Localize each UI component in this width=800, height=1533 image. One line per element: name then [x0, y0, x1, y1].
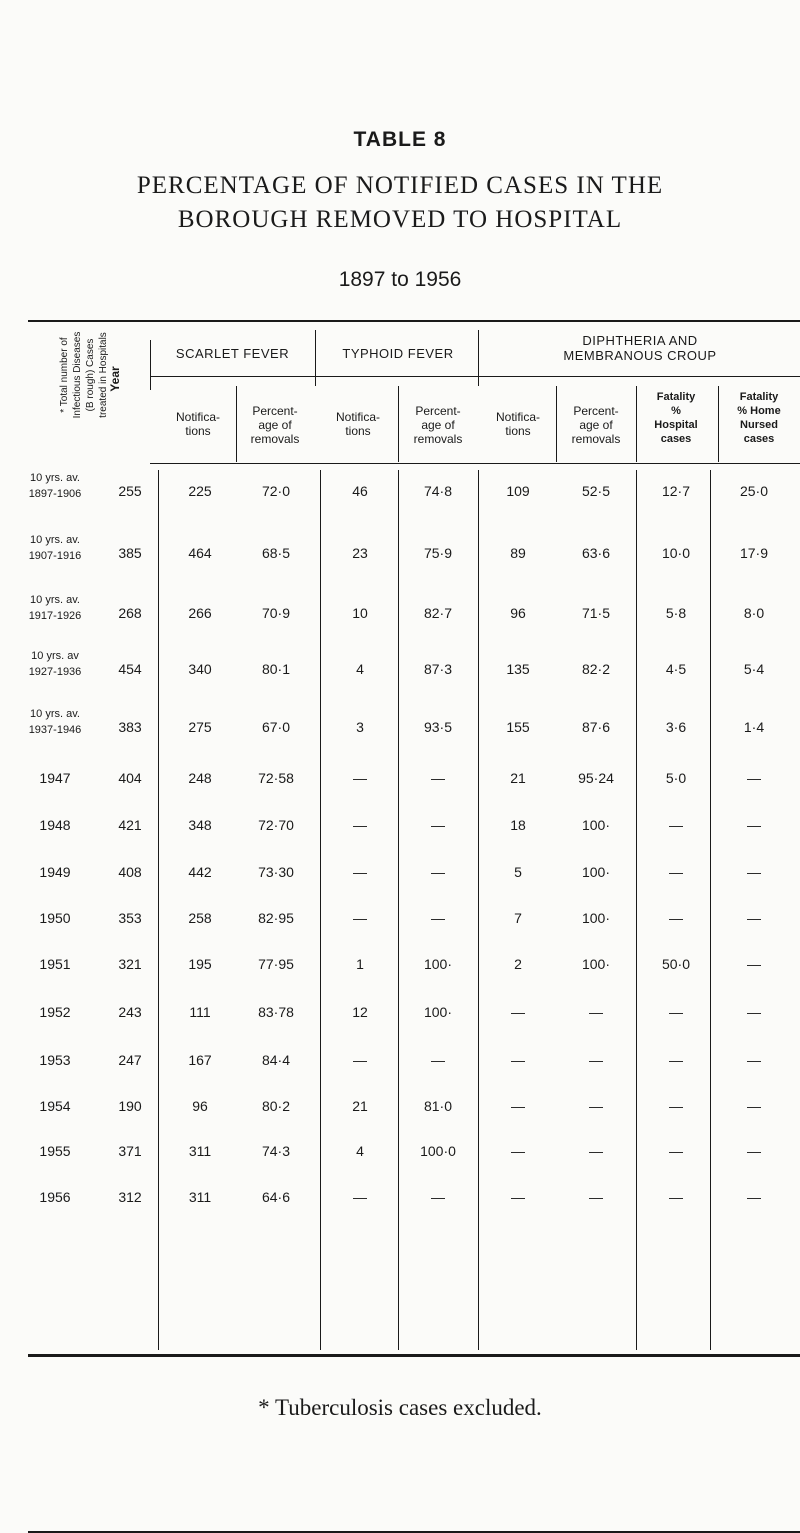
table-cell: 275 — [188, 719, 212, 735]
table-cell: 10·0 — [661, 545, 691, 561]
row-year-label: 10 yrs. av. 1917-1926 — [28, 594, 82, 622]
table-cell: 195 — [188, 956, 212, 972]
table-cell: 67·0 — [261, 719, 291, 735]
table-bottom-rule — [28, 1354, 800, 1357]
table-cell: — — [669, 1052, 683, 1068]
table-cell: — — [353, 1052, 367, 1068]
table-cell: — — [511, 1143, 525, 1159]
table-cell: 371 — [118, 1143, 142, 1159]
table-cell: 82·2 — [581, 661, 611, 677]
table-cell: — — [747, 770, 761, 786]
row-year-label: 1950 — [39, 910, 71, 926]
table-cell: 5 — [514, 864, 522, 880]
table-cell: 1 — [356, 956, 364, 972]
table-cell: 248 — [188, 770, 212, 786]
table-cell: 454 — [118, 661, 142, 677]
footnote: * Tuberculosis cases excluded. — [258, 1395, 542, 1420]
table-cell: — — [747, 1052, 761, 1068]
table-cell: — — [431, 864, 445, 880]
table-cell: 23 — [352, 545, 368, 561]
table-cell: — — [669, 1098, 683, 1114]
row-year-label: 1947 — [39, 770, 71, 786]
table-cell: 4 — [356, 1143, 364, 1159]
table-cell: 7 — [514, 910, 522, 926]
table-cell: 408 — [118, 864, 142, 880]
table-number: TABLE 8 — [353, 128, 447, 151]
table-cell: — — [747, 1143, 761, 1159]
header-year: Year — [108, 366, 122, 392]
header-scarlet-fever: SCARLET FEVER — [175, 346, 290, 361]
table-cell: 8·0 — [743, 605, 765, 621]
header-total-infectious: * Total number of Infectious Diseases (B rough) Cases treated in Hospitals — [59, 331, 109, 419]
table-cell: 421 — [118, 817, 142, 833]
table-cell: 311 — [188, 1189, 212, 1205]
table-cell: — — [747, 1004, 761, 1020]
table-cell: 81·0 — [423, 1098, 453, 1114]
table-cell: — — [431, 817, 445, 833]
table-cell: 82·7 — [423, 605, 453, 621]
table-cell: 21 — [352, 1098, 368, 1114]
table-cell: 312 — [118, 1189, 142, 1205]
subheader-fatality-hospital: Fatality % Hospital cases — [654, 391, 698, 445]
table-cell: 74·3 — [261, 1143, 291, 1159]
table-cell: 3·6 — [665, 719, 687, 735]
table-cell: 95·24 — [578, 770, 614, 786]
table-cell: 5·4 — [743, 661, 765, 677]
row-year-label: 1953 — [39, 1052, 71, 1068]
table-cell: 52·5 — [581, 483, 611, 499]
table-cell: — — [589, 1098, 603, 1114]
header-typhoid-fever: TYPHOID FEVER — [342, 346, 454, 361]
header-bottom-rule — [150, 463, 800, 464]
table-cell: 46 — [352, 483, 368, 499]
subheader-diphtheria-percentage: Percent- age of removals — [571, 404, 621, 446]
subheader-typhoid-percentage: Percent- age of removals — [413, 404, 463, 446]
table-period: 1897 to 1956 — [338, 268, 462, 291]
table-cell: 21 — [510, 770, 526, 786]
table-title-line-1: PERCENTAGE OF NOTIFIED CASES IN THE — [136, 172, 664, 199]
table-cell: 100· — [581, 956, 611, 972]
table-cell: — — [511, 1004, 525, 1020]
table-cell: — — [589, 1052, 603, 1068]
table-cell: 167 — [188, 1052, 212, 1068]
table-cell: 75·9 — [423, 545, 453, 561]
subheader-scarlet-notifications: Notifica- tions — [175, 410, 220, 438]
table-cell: 96 — [510, 605, 526, 621]
table-cell: 404 — [118, 770, 142, 786]
table-cell: 83·78 — [258, 1004, 294, 1020]
table-cell: 96 — [192, 1098, 208, 1114]
table-cell: — — [589, 1004, 603, 1020]
table-cell: 63·6 — [581, 545, 611, 561]
table-cell: — — [589, 1143, 603, 1159]
table-cell: 12 — [352, 1004, 368, 1020]
table-cell: 84·4 — [261, 1052, 291, 1068]
table-cell: 72·58 — [258, 770, 294, 786]
table-cell: 68·5 — [261, 545, 291, 561]
table-cell: 340 — [188, 661, 212, 677]
table-cell: 255 — [118, 483, 142, 499]
table-cell: — — [353, 910, 367, 926]
table-cell: — — [669, 910, 683, 926]
table-cell: — — [747, 817, 761, 833]
row-year-label: 1951 — [39, 956, 71, 972]
table-cell: 72·70 — [258, 817, 294, 833]
table-cell: — — [511, 1052, 525, 1068]
table-cell: 77·95 — [258, 956, 294, 972]
table-cell: 87·6 — [581, 719, 611, 735]
table-cell: 100· — [423, 1004, 453, 1020]
table-cell: — — [431, 770, 445, 786]
table-cell: 25·0 — [739, 483, 769, 499]
row-year-label: 1954 — [39, 1098, 71, 1114]
table-cell: — — [669, 1143, 683, 1159]
table-cell: 190 — [118, 1098, 142, 1114]
table-cell: — — [353, 817, 367, 833]
subheader-typhoid-notifications: Notifica- tions — [335, 410, 380, 438]
table-cell: 385 — [118, 545, 142, 561]
table-cell: — — [669, 1004, 683, 1020]
table-title-line-2: BOROUGH REMOVED TO HOSPITAL — [177, 206, 623, 233]
table-cell: 258 — [188, 910, 212, 926]
table-cell: 353 — [118, 910, 142, 926]
table-cell: — — [669, 864, 683, 880]
table-cell: 348 — [188, 817, 212, 833]
table-cell: 321 — [118, 956, 142, 972]
table-cell: 155 — [506, 719, 530, 735]
row-year-label: 1948 — [39, 817, 71, 833]
table-cell: 82·95 — [258, 910, 294, 926]
table-cell: 135 — [506, 661, 530, 677]
table-cell: 2 — [514, 956, 522, 972]
table-cell: 87·3 — [423, 661, 453, 677]
table-cell: 5·0 — [665, 770, 687, 786]
table-cell: — — [747, 956, 761, 972]
table-cell: 100· — [423, 956, 453, 972]
table-cell: 70·9 — [261, 605, 291, 621]
table-cell: 80·1 — [261, 661, 291, 677]
subheader-diphtheria-notifications: Notifica- tions — [495, 410, 540, 438]
table-cell: 89 — [510, 545, 526, 561]
table-cell: 74·8 — [423, 483, 453, 499]
table-cell: 100· — [581, 864, 611, 880]
table-cell: 5·8 — [665, 605, 687, 621]
row-year-label: 1955 — [39, 1143, 71, 1159]
table-cell: 80·2 — [261, 1098, 291, 1114]
table-cell: — — [353, 864, 367, 880]
table-cell: 71·5 — [581, 605, 611, 621]
table-cell: 111 — [189, 1004, 211, 1020]
table-cell: 73·30 — [258, 864, 294, 880]
table-cell: 109 — [506, 483, 530, 499]
table-cell: 266 — [188, 605, 212, 621]
table-cell: — — [431, 1189, 445, 1205]
row-year-label: 10 yrs. av. 1897-1906 — [28, 472, 82, 500]
table-cell: 4 — [356, 661, 364, 677]
row-year-label: 1956 — [39, 1189, 71, 1205]
table-top-rule — [28, 320, 800, 322]
table-cell: — — [669, 1189, 683, 1205]
table-cell: — — [353, 770, 367, 786]
row-year-label: 1952 — [39, 1004, 71, 1020]
table-cell: — — [669, 817, 683, 833]
table-cell: — — [747, 1098, 761, 1114]
table-cell: 72·0 — [261, 483, 291, 499]
table-cell: — — [511, 1098, 525, 1114]
table-cell: 1·4 — [743, 719, 765, 735]
table-cell: 18 — [510, 817, 526, 833]
table-cell: 247 — [118, 1052, 142, 1068]
table-cell: 12·7 — [661, 483, 691, 499]
table-cell: 4·5 — [665, 661, 687, 677]
subheader-fatality-home: Fatality % Home Nursed cases — [737, 391, 781, 445]
table-cell: — — [589, 1189, 603, 1205]
row-year-label: 1949 — [39, 864, 71, 880]
table-cell: — — [747, 864, 761, 880]
table-cell: 383 — [118, 719, 142, 735]
header-diphtheria: DIPHTHERIA AND MEMBRANOUS CROUP — [563, 333, 717, 363]
table-cell: 464 — [188, 545, 212, 561]
table-cell: 311 — [188, 1143, 212, 1159]
table-cell: 243 — [118, 1004, 142, 1020]
table-cell: 10 — [352, 605, 368, 621]
table-cell: 17·9 — [739, 545, 769, 561]
table-cell: 100· — [581, 817, 611, 833]
table-cell: 225 — [188, 483, 212, 499]
table-cell: 100· — [581, 910, 611, 926]
table-cell: 268 — [118, 605, 142, 621]
table-cell: 442 — [188, 864, 212, 880]
table-cell: 93·5 — [423, 719, 453, 735]
table-cell: 50·0 — [661, 956, 691, 972]
table-cell: 64·6 — [261, 1189, 291, 1205]
table-cell: — — [431, 910, 445, 926]
table-cell: — — [511, 1189, 525, 1205]
table-cell: — — [747, 910, 761, 926]
header-group-rule — [150, 376, 800, 377]
row-year-label: 10 yrs. av. 1907-1916 — [28, 534, 82, 562]
table-cell: — — [431, 1052, 445, 1068]
row-year-label: 10 yrs. av. 1937-1946 — [28, 708, 82, 736]
table-cell: — — [353, 1189, 367, 1205]
row-year-label: 10 yrs. av 1927-1936 — [28, 650, 82, 678]
table-cell: — — [747, 1189, 761, 1205]
table-cell: 100·0 — [420, 1143, 456, 1159]
table-cell: 3 — [356, 719, 364, 735]
subheader-scarlet-percentage: Percent- age of removals — [250, 404, 300, 446]
